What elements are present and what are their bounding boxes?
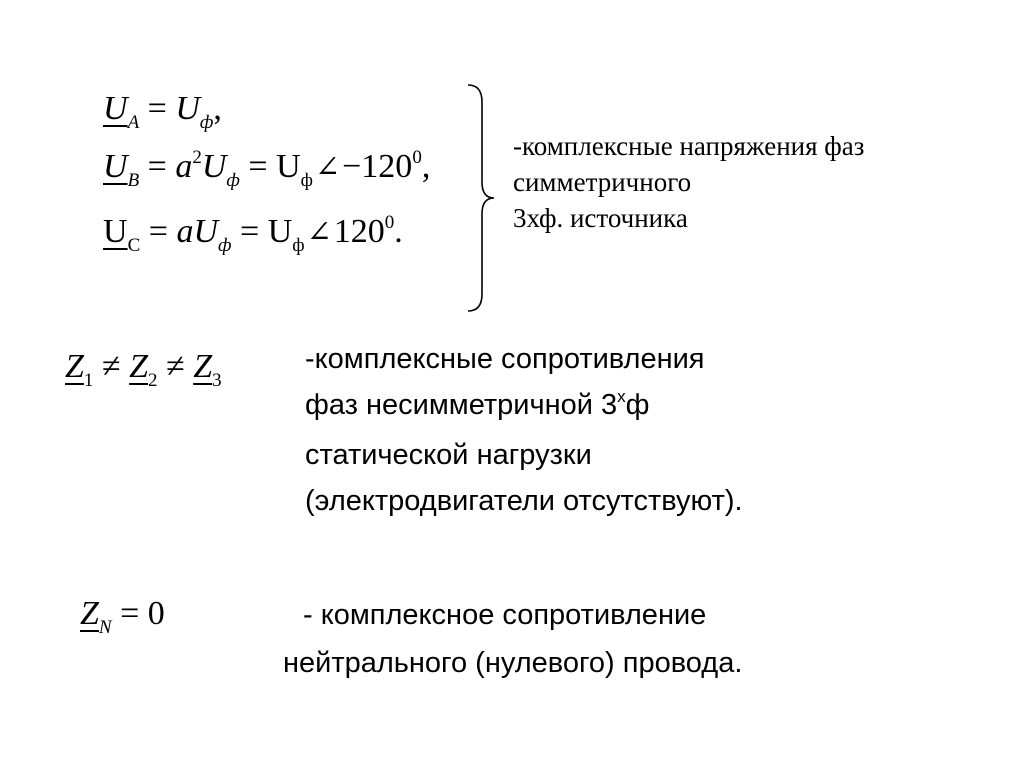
- subscript-phase: ф: [292, 235, 305, 256]
- description-line: статической нагрузки: [305, 439, 592, 471]
- angle-icon: ∠: [314, 151, 341, 184]
- voltage-description: [513, 128, 864, 236]
- equals-sign: =: [147, 148, 167, 185]
- subscript-b: B: [127, 170, 140, 191]
- description-text: ф: [625, 389, 650, 421]
- not-equal-sign: ≠: [101, 348, 121, 385]
- symbol-u: U: [193, 213, 218, 250]
- right-brace-icon: [462, 82, 502, 314]
- superscript-degree: 0: [384, 212, 395, 233]
- period: .: [394, 213, 403, 250]
- impedance-inequality: [65, 348, 222, 391]
- description-line: [305, 382, 743, 432]
- description-line: -комплексные напряжения фаз: [513, 131, 865, 161]
- angle-value: 120: [333, 213, 385, 250]
- description-line: нейтрального (нулевого) провода.: [283, 647, 743, 679]
- symbol-u: U: [201, 148, 227, 185]
- subscript-c: C: [127, 235, 141, 256]
- subscript-1: 1: [83, 370, 94, 391]
- description-line: 3хф. источника: [513, 203, 688, 233]
- description-line: -комплексные сопротивления: [305, 343, 705, 375]
- symbol-u: U: [276, 148, 301, 185]
- superscript-degree: 0: [412, 147, 422, 168]
- angle-icon: ∠: [306, 216, 332, 249]
- comma: ,: [213, 90, 222, 127]
- subscript-phase: ф: [226, 170, 240, 191]
- equals-sign: =: [147, 90, 167, 127]
- equals-sign: =: [148, 213, 168, 250]
- equals-sign: =: [248, 148, 268, 185]
- subscript-2: 2: [148, 370, 158, 391]
- symbol-z: Z: [193, 348, 213, 385]
- equals-sign: =: [240, 213, 260, 250]
- equation-uc: [103, 212, 403, 256]
- subscript-3: 3: [212, 370, 222, 391]
- symbol-u: U: [175, 90, 200, 127]
- symbol-a: a: [176, 213, 194, 250]
- description-line: - комплексное сопротивление: [303, 599, 707, 631]
- description-line: симметричного: [513, 167, 692, 197]
- symbol-u: U: [103, 213, 128, 250]
- equals-sign: =: [120, 595, 140, 632]
- equation-ua: [103, 90, 222, 133]
- impedance-description: [305, 336, 743, 524]
- angle-value: −120: [342, 148, 413, 185]
- neutral-description: [283, 591, 742, 687]
- subscript-a: A: [127, 112, 140, 133]
- symbol-u: U: [103, 148, 128, 185]
- symbol-a: a: [175, 148, 193, 185]
- subscript-phase: ф: [218, 235, 232, 256]
- subscript-n: N: [98, 617, 112, 638]
- symbol-u: U: [103, 90, 128, 127]
- not-equal-sign: ≠: [166, 348, 185, 385]
- symbol-z: Z: [65, 348, 84, 385]
- description-text: фаз несимметричной 3: [305, 389, 618, 421]
- symbol-z: Z: [129, 348, 149, 385]
- equation-ub: [103, 147, 431, 191]
- superscript-2: 2: [192, 147, 202, 168]
- subscript-phase: ф: [199, 112, 214, 133]
- symbol-u: U: [267, 213, 293, 250]
- description-line: (электродвигатели отсутствуют).: [305, 485, 743, 517]
- neutral-impedance-formula: [80, 595, 165, 638]
- symbol-z: Z: [80, 595, 99, 632]
- subscript-phase: ф: [300, 170, 313, 191]
- zero-value: 0: [147, 595, 165, 632]
- superscript-x: х: [617, 387, 626, 406]
- comma: ,: [421, 148, 431, 185]
